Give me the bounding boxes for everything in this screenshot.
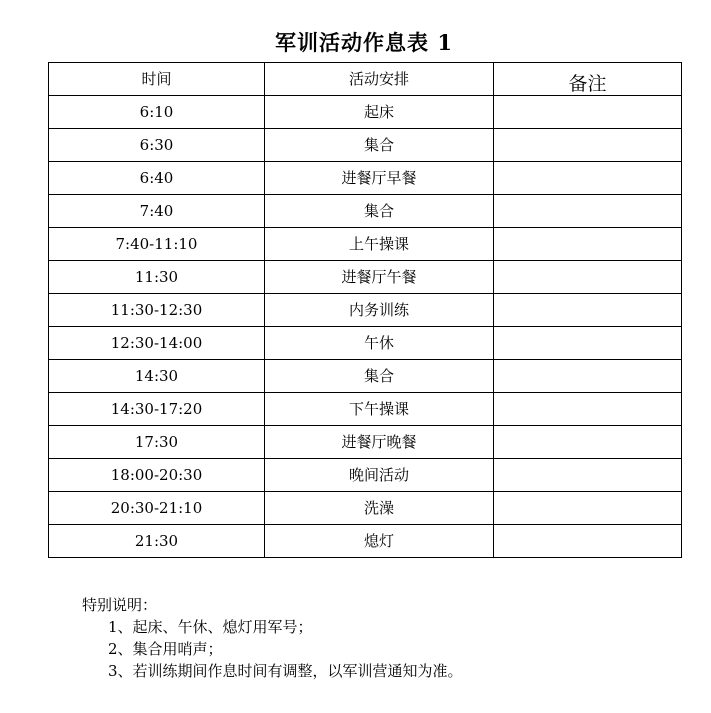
table-row	[49, 525, 682, 558]
cell-activity: 内务训练	[265, 294, 494, 327]
header-time: 时间	[49, 63, 265, 96]
cell-activity: 集合	[265, 129, 494, 162]
cell-remark	[494, 393, 682, 426]
table-row	[49, 129, 682, 162]
table-row	[49, 261, 682, 294]
cell-remark	[494, 360, 682, 393]
header-remark: 备注	[494, 63, 682, 96]
cell-activity: 集合	[265, 360, 494, 393]
cell-time: 14:30	[49, 360, 265, 393]
table-row	[49, 294, 682, 327]
cell-remark	[494, 162, 682, 195]
cell-remark	[494, 294, 682, 327]
cell-activity: 进餐厅午餐	[265, 261, 494, 294]
cell-time: 7:40	[49, 195, 265, 228]
note-item: 1、起床、午休、熄灯用军号；	[108, 618, 313, 636]
table-row	[49, 96, 682, 129]
cell-time: 20:30-21:10	[49, 492, 265, 525]
cell-remark	[494, 426, 682, 459]
cell-activity: 上午操课	[265, 228, 494, 261]
cell-remark	[494, 327, 682, 360]
cell-activity: 熄灯	[265, 525, 494, 558]
cell-activity: 起床	[265, 96, 494, 129]
table-header-row	[49, 63, 682, 96]
cell-time: 11:30	[49, 261, 265, 294]
cell-remark	[494, 228, 682, 261]
cell-remark	[494, 525, 682, 558]
table-row	[49, 393, 682, 426]
schedule-table	[48, 62, 682, 558]
cell-activity: 洗澡	[265, 492, 494, 525]
table-row	[49, 360, 682, 393]
cell-time: 7:40-11:10	[49, 228, 265, 261]
cell-time: 6:10	[49, 96, 265, 129]
cell-remark	[494, 195, 682, 228]
cell-remark	[494, 129, 682, 162]
cell-time: 18:00-20:30	[49, 459, 265, 492]
cell-time: 21:30	[49, 525, 265, 558]
page-title: 军训活动作息表 1	[275, 30, 453, 55]
cell-activity: 进餐厅晚餐	[265, 426, 494, 459]
notes-heading: 特别说明：	[82, 596, 158, 614]
cell-remark	[494, 261, 682, 294]
cell-time: 12:30-14:00	[49, 327, 265, 360]
cell-time: 14:30-17:20	[49, 393, 265, 426]
cell-activity: 进餐厅早餐	[265, 162, 494, 195]
cell-remark	[494, 492, 682, 525]
cell-time: 17:30	[49, 426, 265, 459]
table-row	[49, 327, 682, 360]
table-row	[49, 426, 682, 459]
header-activity: 活动安排	[265, 63, 494, 96]
cell-activity: 下午操课	[265, 393, 494, 426]
cell-activity: 午休	[265, 327, 494, 360]
note-item: 2、集合用哨声；	[108, 640, 223, 658]
cell-activity: 晚间活动	[265, 459, 494, 492]
cell-remark	[494, 96, 682, 129]
table-row	[49, 459, 682, 492]
note-item: 3、若训练期间作息时间有调整，以军训营通知为准。	[108, 662, 463, 680]
table-row	[49, 228, 682, 261]
cell-time: 6:30	[49, 129, 265, 162]
cell-activity: 集合	[265, 195, 494, 228]
cell-remark	[494, 459, 682, 492]
special-notes	[82, 594, 463, 682]
table-row	[49, 492, 682, 525]
table-row	[49, 162, 682, 195]
table-row	[49, 195, 682, 228]
cell-time: 11:30-12:30	[49, 294, 265, 327]
cell-time: 6:40	[49, 162, 265, 195]
